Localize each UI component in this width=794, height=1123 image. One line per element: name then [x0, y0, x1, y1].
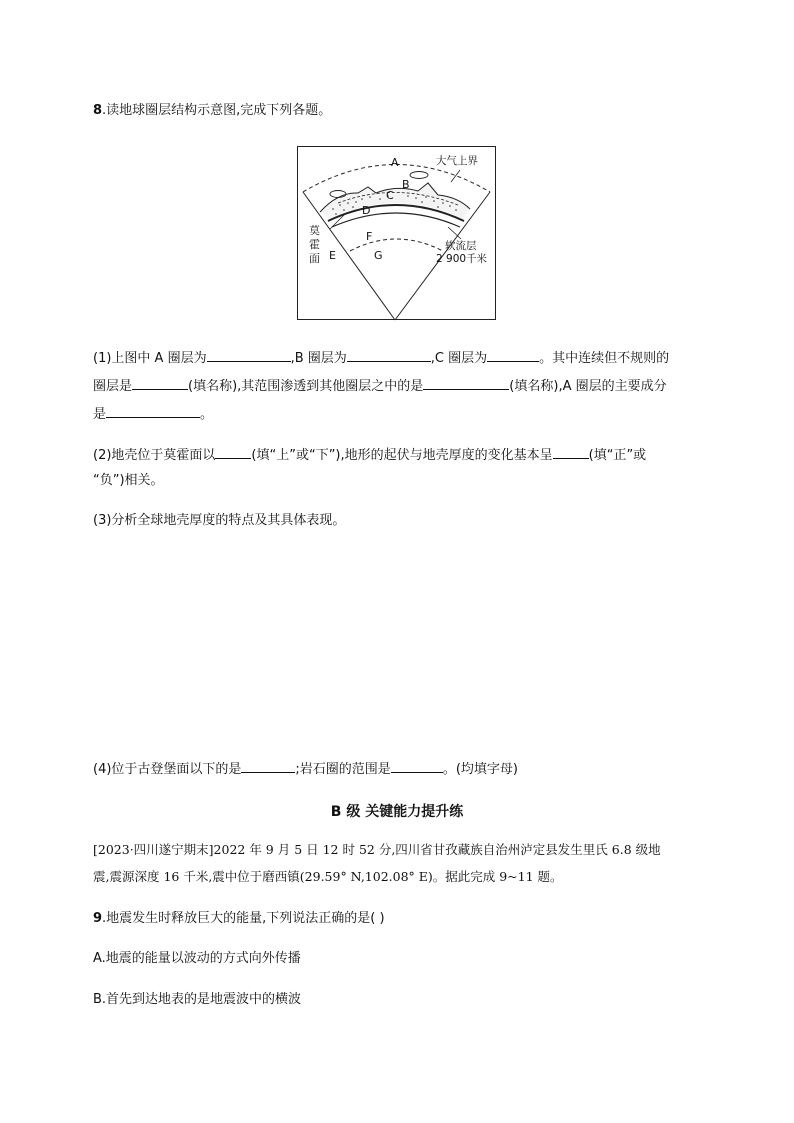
q8-part1-line2	[93, 375, 667, 396]
text-segment: 。	[200, 407, 214, 422]
answer-area[interactable]	[93, 540, 703, 750]
question-text: .地震发生时释放巨大的能量,下列说法正确的是( )	[102, 911, 385, 926]
q8-part2-line1	[93, 444, 646, 465]
label-depth: 2 900千米	[436, 253, 488, 265]
text-segment: (1)上图中 A 圈层为	[93, 351, 207, 366]
text-segment: ;岩石圈的范围是	[295, 762, 391, 777]
gutenberg-boundary	[350, 239, 443, 251]
q8-part1-line1	[93, 347, 669, 368]
label-C: C	[386, 189, 394, 202]
asthenosphere-line	[332, 213, 460, 227]
text-segment: (填“上”或“下”),地形的起伏与地壳厚度的变化基本呈	[251, 448, 553, 463]
answer-blank[interactable]	[487, 347, 539, 362]
answer-blank[interactable]	[347, 347, 431, 362]
text-segment: ,B 圈层为	[290, 351, 347, 366]
question-number: 9	[93, 911, 103, 926]
text-segment: (填名称),其范围渗透到其他圈层之中的是	[188, 379, 424, 394]
text-segment: (2)地壳位于莫霍面以	[93, 448, 216, 463]
option-a[interactable]: A.地震的能量以波动的方式向外传播	[93, 951, 301, 966]
atmosphere-pointer	[451, 170, 460, 182]
option-b[interactable]: B.首先到达地表的是地震波中的横波	[93, 992, 302, 1007]
text-segment: ,C 圈层为	[430, 351, 488, 366]
label-atmosphere-top: 大气上界	[436, 155, 478, 167]
answer-blank[interactable]	[241, 758, 295, 773]
answer-blank[interactable]	[423, 375, 509, 390]
context-line-2: 震,震源深度 16 千米,震中位于磨西镇(29.59° N,102.08° E)。据此完成 9~11 题。	[93, 869, 563, 884]
answer-blank[interactable]	[215, 444, 251, 459]
text-segment: (4)位于古登堡面以下的是	[93, 762, 242, 777]
label-E: E	[329, 249, 336, 262]
label-moho-2: 霍	[309, 238, 320, 251]
label-moho-3: 面	[309, 252, 320, 265]
answer-blank[interactable]	[207, 347, 291, 362]
earth-layers-diagram	[298, 147, 497, 321]
text-segment: (填“正”或	[588, 448, 647, 463]
answer-blank[interactable]	[391, 758, 443, 773]
q8-part1-line3	[93, 403, 213, 424]
cloud-icon	[330, 191, 346, 198]
earth-layers-figure	[297, 146, 496, 320]
label-D: D	[362, 204, 371, 217]
q8-part2-line2: “负”)相关。	[93, 473, 164, 488]
label-asthenosphere: 软流层	[445, 240, 477, 252]
context-line-1: [2023·四川遂宁期末]2022 年 9 月 5 日 12 时 52 分,四川省甘孜藏族自治州泸定县发生里氏 6.8 级地	[93, 842, 661, 857]
answer-blank[interactable]	[132, 375, 188, 390]
label-F: F	[366, 230, 373, 243]
text-segment: 圈层是	[93, 379, 133, 394]
q8-part4	[93, 758, 518, 779]
cloud-icon	[410, 172, 428, 179]
question-number: 8	[93, 103, 103, 118]
label-moho-1: 莫	[309, 224, 320, 237]
label-G: G	[374, 249, 383, 262]
answer-blank[interactable]	[553, 444, 589, 459]
question-9-stem	[93, 910, 385, 928]
text-segment: (填名称),A 圈层的主要成分	[509, 379, 667, 394]
text-segment: 。(均填字母)	[442, 762, 518, 777]
q8-part3: (3)分析全球地壳厚度的特点及其具体表现。	[93, 513, 346, 528]
question-text: .读地球圈层结构示意图,完成下列各题。	[102, 103, 332, 118]
text-segment: 是	[93, 407, 107, 422]
text-segment: 。其中连续但不规则的	[539, 351, 670, 366]
label-A: A	[391, 156, 399, 169]
label-B: B	[402, 178, 410, 191]
section-title: B 级 关键能力提升练	[330, 804, 464, 820]
question-8-stem	[93, 102, 331, 120]
answer-blank[interactable]	[106, 403, 200, 418]
